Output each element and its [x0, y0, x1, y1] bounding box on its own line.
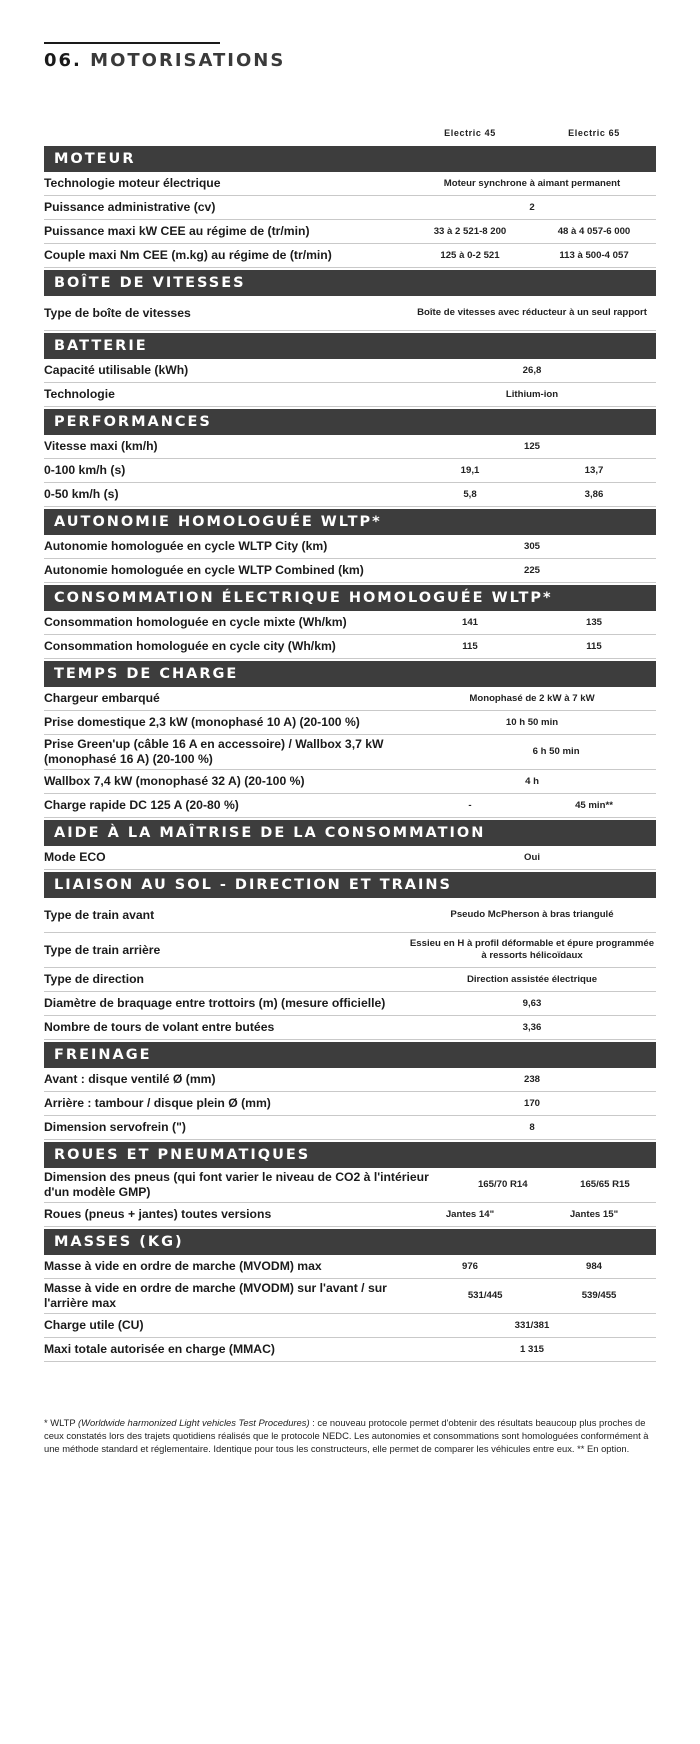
spec-value-electric-45: 531/445: [467, 1290, 503, 1301]
spec-value-electric-65: Jantes 15": [569, 1208, 619, 1220]
spec-label: Type de direction: [44, 972, 144, 986]
spec-label: Charge rapide DC 125 A (20-80 %): [44, 798, 239, 812]
footnote-prefix: * WLTP: [44, 1417, 79, 1428]
section-header: BATTERIE: [44, 333, 656, 359]
spec-value-electric-65: 135: [585, 616, 602, 628]
spec-value-electric-65: 984: [585, 1260, 602, 1272]
spec-value-electric-45: 19,1: [460, 464, 480, 476]
spec-table: [44, 144, 656, 1362]
spec-label: 0-100 km/h (s): [44, 463, 126, 477]
spec-value-electric-45: Jantes 14": [445, 1208, 495, 1220]
spec-label: Technologie: [44, 387, 115, 401]
spec-row: [44, 435, 656, 459]
footnote-text: : ce nouveau protocole permet d'obtenir des résultats beaucoup plus proches de ceux constatés lors des trajets quotidiens réalisés que le protocole NEDC. Les autonomies et consommations sont homologuées conformément à une méthode standard et réglementaire. Identique pour tous les constructeurs, elle permet de comparer les véhicules entre eux. ** En option.: [44, 1417, 649, 1454]
spec-row: [44, 1255, 656, 1279]
spec-value-shared: 10 h 50 min: [505, 716, 559, 728]
footnote: [44, 1416, 656, 1455]
spec-value-shared: 3,36: [522, 1021, 542, 1033]
spec-label: 0-50 km/h (s): [44, 487, 119, 501]
spec-label: Couple maxi Nm CEE (m.kg) au régime de (tr/min): [44, 248, 332, 262]
section-header: MASSES (KG): [44, 1229, 656, 1255]
spec-label: Nombre de tours de volant entre butées: [44, 1020, 275, 1034]
spec-label: Maxi totale autorisée en charge (MMAC): [44, 1342, 275, 1356]
section-header: TEMPS DE CHARGE: [44, 661, 656, 687]
spec-value-shared: 225: [523, 564, 540, 576]
spec-row: [44, 1092, 656, 1116]
spec-label: Vitesse maxi (km/h): [44, 439, 158, 453]
spec-row: [44, 359, 656, 383]
spec-row: [44, 1168, 656, 1203]
spec-label: Type de boîte de vitesses: [44, 305, 191, 320]
header-rule: [44, 42, 220, 44]
column-header-electric-65: Electric 65: [568, 128, 620, 138]
spec-row: [44, 296, 656, 331]
spec-label: Dimension des pneus (qui font varier le niveau de CO2 à l'intérieur d'un modèle GMP): [44, 1170, 429, 1199]
spec-row: [44, 1314, 656, 1338]
spec-label: Autonomie homologuée en cycle WLTP Combined (km): [44, 563, 364, 577]
spec-row: [44, 687, 656, 711]
spec-label: Charge utile (CU): [44, 1318, 144, 1332]
spec-value-shared: 331/381: [514, 1319, 550, 1331]
spec-row: [44, 898, 656, 933]
spec-value-shared: 305: [523, 540, 540, 552]
section-header: AUTONOMIE HOMOLOGUÉE WLTP*: [44, 509, 656, 535]
spec-value-shared: Direction assistée électrique: [466, 973, 598, 985]
spec-row: [44, 1068, 656, 1092]
spec-value-electric-45: 976: [461, 1260, 478, 1272]
spec-value-shared: Boîte de vitesses avec réducteur à un seul rapport: [417, 307, 647, 318]
spec-row: [44, 968, 656, 992]
spec-value-shared: 1 315: [519, 1343, 544, 1355]
section-header: FREINAGE: [44, 1042, 656, 1068]
spec-label: Roues (pneus + jantes) toutes versions: [44, 1207, 272, 1221]
spec-value-shared: Moteur synchrone à aimant permanent: [443, 177, 621, 189]
spec-value-electric-65: 48 à 4 057-6 000: [557, 225, 631, 237]
spec-value-electric-45: -: [468, 799, 472, 811]
spec-label: Diamètre de braquage entre trottoirs (m) (mesure officielle): [44, 996, 386, 1010]
spec-row: [44, 1338, 656, 1362]
spec-value-shared: 8: [529, 1121, 535, 1133]
page-title: [44, 50, 285, 71]
spec-value-electric-65: 115: [586, 640, 602, 652]
spec-row: [44, 1116, 656, 1140]
spec-label: Wallbox 7,4 kW (monophasé 32 A) (20-100 %): [44, 774, 305, 788]
spec-value-electric-45: 5,8: [463, 488, 477, 500]
spec-label: Masse à vide en ordre de marche (MVODM) sur l'avant / sur l'arrière max: [44, 1281, 387, 1310]
spec-row: [44, 611, 656, 635]
spec-row: [44, 1279, 656, 1314]
spec-row: [44, 244, 656, 268]
spec-row: [44, 559, 656, 583]
spec-value-shared: Pseudo McPherson à bras triangulé: [450, 909, 614, 920]
spec-value-electric-45: 141: [461, 616, 478, 628]
spec-value-electric-65: 165/65 R15: [580, 1179, 630, 1190]
spec-label: Chargeur embarqué: [44, 691, 160, 705]
spec-row: [44, 770, 656, 794]
spec-row: [44, 172, 656, 196]
spec-row: [44, 1016, 656, 1040]
spec-value-electric-45: 115: [462, 640, 478, 652]
spec-value-shared: Lithium-ion: [505, 388, 559, 400]
spec-label: Type de train avant: [44, 907, 155, 922]
section-header: BOÎTE DE VITESSES: [44, 270, 656, 296]
section-header: LIAISON AU SOL - DIRECTION ET TRAINS: [44, 872, 656, 898]
spec-label: Technologie moteur électrique: [44, 176, 221, 190]
section-header: AIDE À LA MAÎTRISE DE LA CONSOMMATION: [44, 820, 656, 846]
spec-value-shared: 170: [523, 1097, 540, 1109]
spec-row: [44, 483, 656, 507]
spec-label: Consommation homologuée en cycle mixte (Wh/km): [44, 615, 347, 629]
section-header: PERFORMANCES: [44, 409, 656, 435]
spec-value-shared: 238: [523, 1073, 540, 1085]
spec-value-electric-45: 125 à 0-2 521: [440, 249, 500, 261]
column-header-electric-45: Electric 45: [444, 128, 496, 138]
spec-row: [44, 383, 656, 407]
section-header: CONSOMMATION ÉLECTRIQUE HOMOLOGUÉE WLTP*: [44, 585, 656, 611]
spec-row: [44, 535, 656, 559]
spec-value-electric-45: 33 à 2 521-8 200: [433, 225, 507, 237]
spec-value-shared: 6 h 50 min: [532, 746, 580, 757]
spec-row: [44, 635, 656, 659]
spec-row: [44, 196, 656, 220]
spec-value-electric-65: 13,7: [584, 464, 604, 476]
spec-value-shared: Monophasé de 2 kW à 7 kW: [469, 692, 595, 704]
spec-row: [44, 220, 656, 244]
spec-label: Puissance maxi kW CEE au régime de (tr/min): [44, 224, 310, 238]
spec-row: [44, 933, 656, 968]
section-header: MOTEUR: [44, 146, 656, 172]
spec-row: [44, 711, 656, 735]
spec-row: [44, 735, 656, 770]
spec-row: [44, 794, 656, 818]
spec-value-electric-45: 165/70 R14: [477, 1179, 528, 1190]
spec-label: Avant : disque ventilé Ø (mm): [44, 1072, 216, 1086]
section-header: ROUES ET PNEUMATIQUES: [44, 1142, 656, 1168]
spec-label: Consommation homologuée en cycle city (Wh/km): [44, 639, 336, 653]
spec-value-shared: 2: [529, 201, 535, 213]
spec-label: Arrière : tambour / disque plein Ø (mm): [44, 1096, 271, 1110]
spec-value-electric-65: 45 min**: [575, 799, 613, 811]
spec-value-shared: Oui: [524, 851, 540, 863]
spec-value-shared: Essieu en H à profil déformable et épure programmée à ressorts hélicoïdaux: [409, 938, 655, 961]
spec-label: Dimension servofrein ("): [44, 1120, 186, 1134]
spec-value-electric-65: 113 à 500-4 057: [559, 249, 629, 261]
spec-row: [44, 846, 656, 870]
spec-label: Type de train arrière: [44, 942, 161, 957]
spec-row: [44, 1203, 656, 1227]
spec-label: Autonomie homologuée en cycle WLTP City (km): [44, 539, 328, 553]
spec-label: Capacité utilisable (kWh): [44, 363, 189, 377]
section-number: 06.: [44, 50, 82, 71]
spec-value-shared: 125: [523, 440, 540, 452]
spec-value-shared: 9,63: [522, 997, 542, 1009]
section-title: MOTORISATIONS: [90, 50, 286, 71]
spec-label: Prise Green'up (câble 16 A en accessoire) / Wallbox 3,7 kW (monophasé 16 A) (20-100 %): [44, 737, 384, 766]
spec-row: [44, 459, 656, 483]
spec-row: [44, 992, 656, 1016]
spec-label: Mode ECO: [44, 850, 106, 864]
spec-value-shared: 4 h: [525, 775, 539, 787]
spec-label: Puissance administrative (cv): [44, 200, 216, 214]
spec-label: Masse à vide en ordre de marche (MVODM) max: [44, 1259, 322, 1273]
spec-label: Prise domestique 2,3 kW (monophasé 10 A) (20-100 %): [44, 715, 360, 729]
spec-value-electric-65: 539/455: [581, 1290, 617, 1301]
spec-value-electric-65: 3,86: [584, 488, 604, 500]
spec-value-shared: 26,8: [522, 364, 542, 376]
footnote-italic: (Worldwide harmonized Light vehicles Test Procedures): [78, 1417, 310, 1428]
